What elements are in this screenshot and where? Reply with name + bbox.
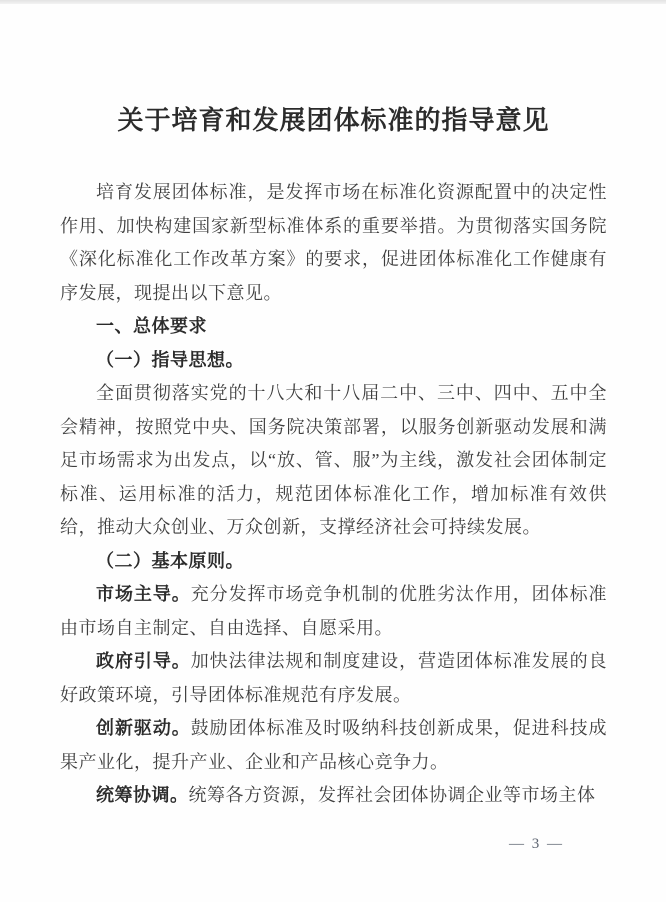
principle-lead-market-led: 市场主导。 [96, 584, 191, 604]
subsection-heading-guiding-ideology: （一）指导思想。 [96, 349, 244, 370]
principle-government-guided-paragraph [60, 645, 607, 712]
section-heading-overall-requirements: 一、总体要求 [96, 316, 207, 336]
principle-text-market-led: 充分发挥市场竞争机制的优胜劣汰作用，团体标准由市场自主制定、自由选择、自愿采用。 [60, 584, 608, 638]
principle-lead-coordination: 统筹协调。 [96, 785, 189, 805]
guiding-ideology-paragraph: 全面贯彻落实党的十八大和十八届二中、三中、四中、五中全会精神，按照党中央、国务院决策部署，以服务创新驱动发展和满足市场需求为出发点，以“放、管、服”为主线，激发社会团体制定标准、运用标准的活力，规范团体标准化工作，增加标准有效供给，推动大众创业、万众创新，支撑经济社会可持续发展。 [60, 383, 607, 537]
principle-text-government-guided: 加快法律法规和制度建设，营造团体标准发展的良好政策环境，引导团体标准规范有序发展。 [60, 651, 608, 705]
principle-market-led-paragraph [60, 578, 607, 645]
principle-coordination-paragraph [60, 779, 607, 813]
principle-text-coordination: 统筹各方资源，发挥社会团体协调企业等市场主体 [188, 785, 596, 805]
principle-lead-innovation-driven: 创新驱动。 [96, 718, 191, 738]
intro-paragraph: 培育发展团体标准，是发挥市场在标准化资源配置中的决定性作用、加快构建国家新型标准体系的重要举措。为贯彻落实国务院《深化标准化工作改革方案》的要求，促进团体标准化工作健康有序发展，现提出以下意见。 [60, 182, 607, 303]
principle-innovation-driven-paragraph [60, 712, 607, 779]
principle-text-innovation-driven: 鼓励团体标准及时吸纳科技创新成果，促进科技成果产业化，提升产业、企业和产品核心竞争力。 [60, 718, 608, 772]
document-title: 关于培育和发展团体标准的指导意见 [117, 106, 550, 135]
page-number: — 3 — [509, 836, 564, 852]
subsection-heading-basic-principles: （二）基本原则。 [96, 550, 244, 571]
document-content [60, 0, 607, 813]
principle-lead-government-guided: 政府引导。 [96, 651, 191, 671]
